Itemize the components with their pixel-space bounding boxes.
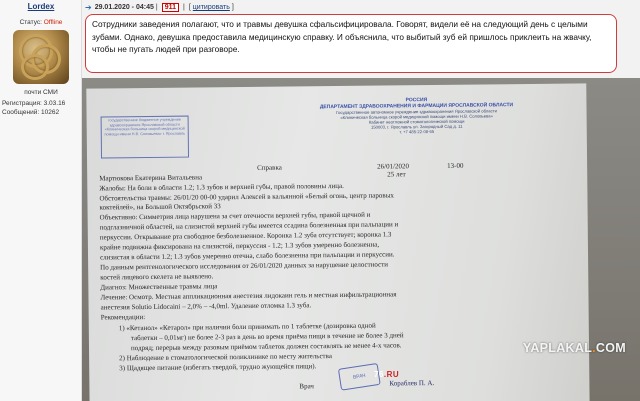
objective-line: перкуссии. Открывание рта свободное безболезненное. Коронка 1.2 зуба отсутствует; коронка 1.3 (99, 230, 392, 242)
avatar[interactable] (13, 30, 69, 84)
certificate-time: 13-00 (447, 161, 464, 170)
status-value: Offline (43, 19, 63, 26)
dept-sub: Государственное автономное учреждение здравоохранения Ярославской области (336, 108, 497, 116)
treatment-line: Лечение: Осмотр. Местная аппликационная анестезия лидокаин гель и местная инфильтрационная (100, 290, 397, 302)
watermark-tld: COM (595, 341, 626, 355)
post-arrow-icon[interactable]: ➔ (85, 3, 92, 12)
yaplakal-watermark (523, 341, 626, 355)
username-link[interactable]: Lordex (27, 2, 55, 11)
patient-age: 25 лет (387, 170, 406, 179)
certificate-title: Справка (257, 163, 282, 172)
objective-line: Объективно: Симметрия лица нарушена за счет отечности верхней губы, правой щечной и (99, 210, 371, 222)
objective-line: слизистая в области 1.2; 1.3 зубов умеренно отечна, слабо болезненна при пальпации и перкуссии. (100, 250, 395, 262)
document-image (82, 78, 640, 401)
watermark-site: YAPLAKAL (522, 341, 593, 355)
doctor-name: Кораблев П. А. (389, 378, 435, 388)
patient-name: Мартюкова Екатерина Витальевна (99, 173, 203, 183)
dept-sub: «Клиническая больница скорой медицинской помощи имени Н.В. Соловьева» (340, 113, 493, 120)
dept-sub: т. +7 485-22-08-65 (399, 128, 435, 135)
watermark-76-tld: .RU (383, 370, 400, 379)
post-date: 29.01.2020 - 04:45 (94, 4, 154, 11)
doctor-label: Врач (299, 382, 314, 391)
bracket-open: [ (188, 4, 191, 11)
certificate-paper (86, 83, 589, 401)
objective-line: крайне подвижна фиксирована на слизистой, перкуссия - 1.2; 1.3 зубов умеренно болезненна, (99, 240, 380, 252)
circumstances-line: Обстоятельства травмы: 26/01/20 00-00 ударил Алексей в кальянной «Белый огонь, центр паровых (99, 191, 394, 203)
recommendation-item: 1) «Кетанол» «Кетарол» при наличии боли принимать по 1 таблетке (дозировка одной (118, 321, 376, 333)
separator: | (183, 4, 185, 11)
department-header (261, 96, 571, 136)
recommendations-title: Рекомендации: (100, 313, 146, 322)
separator: | (155, 4, 158, 11)
treatment-line: анестезия Solutio Lidocaini – 2,0% – -4,0ml. Удаление отломка 1.3 зуба. (100, 301, 312, 312)
recommendation-item: 2) Наблюдение в стоматологической поликлинике по месту жительства (119, 352, 332, 363)
post-header (85, 2, 640, 13)
dept-sub: 150003, г. Ярославль ул. Загородный Сад д. 11 (370, 123, 463, 130)
user-status (2, 19, 80, 26)
watermark-76ru (374, 370, 399, 379)
circumstances-line: коктейлей», на Большой Октябрьской 33 (99, 202, 221, 212)
post-number[interactable]: 911 (162, 3, 179, 12)
recommendation-item: 3) Щадящее питание (избегать твердой, трудно жующейся пищи). (119, 362, 317, 373)
user-stats (2, 99, 82, 117)
avatar-caption: почти СМИ (24, 89, 58, 96)
dept-title: РОССИЯ (405, 97, 428, 104)
dept-name: ДЕПАРТАМЕНТ ЗДРАВООХРАНЕНИЯ И ФАРМАЦИИ ЯРОСЛАВСКОЙ ОБЛАСТИ (319, 102, 514, 111)
clinic-stamp: государственное бюджетное учреждение здравоохранения Ярославской области «Клиническая больница скорой медицинской помощи имени Н.В. Соловьева» г. Ярославль (101, 116, 189, 159)
registration-date: Регистрация: 3.03.16 (2, 100, 66, 107)
watermark-76-number: 76 (374, 370, 384, 379)
diagnosis-line: Диагноз: Множественные травмы лица (100, 282, 218, 292)
recommendation-item: таблетки – 0,01мг) не более 2-3 раз в день во время приёма пищи в течение не более 3 дней (130, 331, 404, 343)
watermark-dot: . (592, 341, 596, 355)
complaints-line: Жалобы: На боли в области 1.2; 1.3 зубов и верхней губы, правой половины лица. (99, 181, 344, 193)
dept-sub: Кабинет неотложной стоматологической помощи (368, 118, 465, 125)
recommendation-item: подряд; перерыв между разовым приёмом таблеток должен составлять не менее 4-х часов. (130, 341, 402, 353)
user-panel (0, 0, 82, 401)
post-text: Сотрудники заведения полагают, что и травмы девушка сфальсифицировала. Говорят, видели её на следующий день с целыми зубами. Однако, девушка предоставила медицинскую справку. И объяснила, что выбитый зуб ей пришлось приклеить на жвачку, чтобы не пугать людей при разговоре. (85, 14, 617, 73)
message-count: Сообщений: 10262 (2, 109, 60, 116)
objective-line: По данным рентгенологического исследования от 26/01/2020 данных за нарушение целостности (100, 260, 389, 272)
ring-shape (21, 54, 49, 80)
certificate-date: 26/01/2020 (377, 162, 410, 171)
quote-link[interactable]: цитировать (192, 4, 230, 11)
objective-line: костей лицевого скелета не выявлено. (100, 272, 214, 282)
status-label: Статус: (19, 19, 42, 26)
bracket-close: ] (231, 4, 234, 11)
doctor-stamp: ВРАЧ (338, 363, 381, 391)
objective-line: подглазничной областей, на слизистой верхней губы имеется ссадина болезненная при пальпации и (99, 220, 399, 232)
